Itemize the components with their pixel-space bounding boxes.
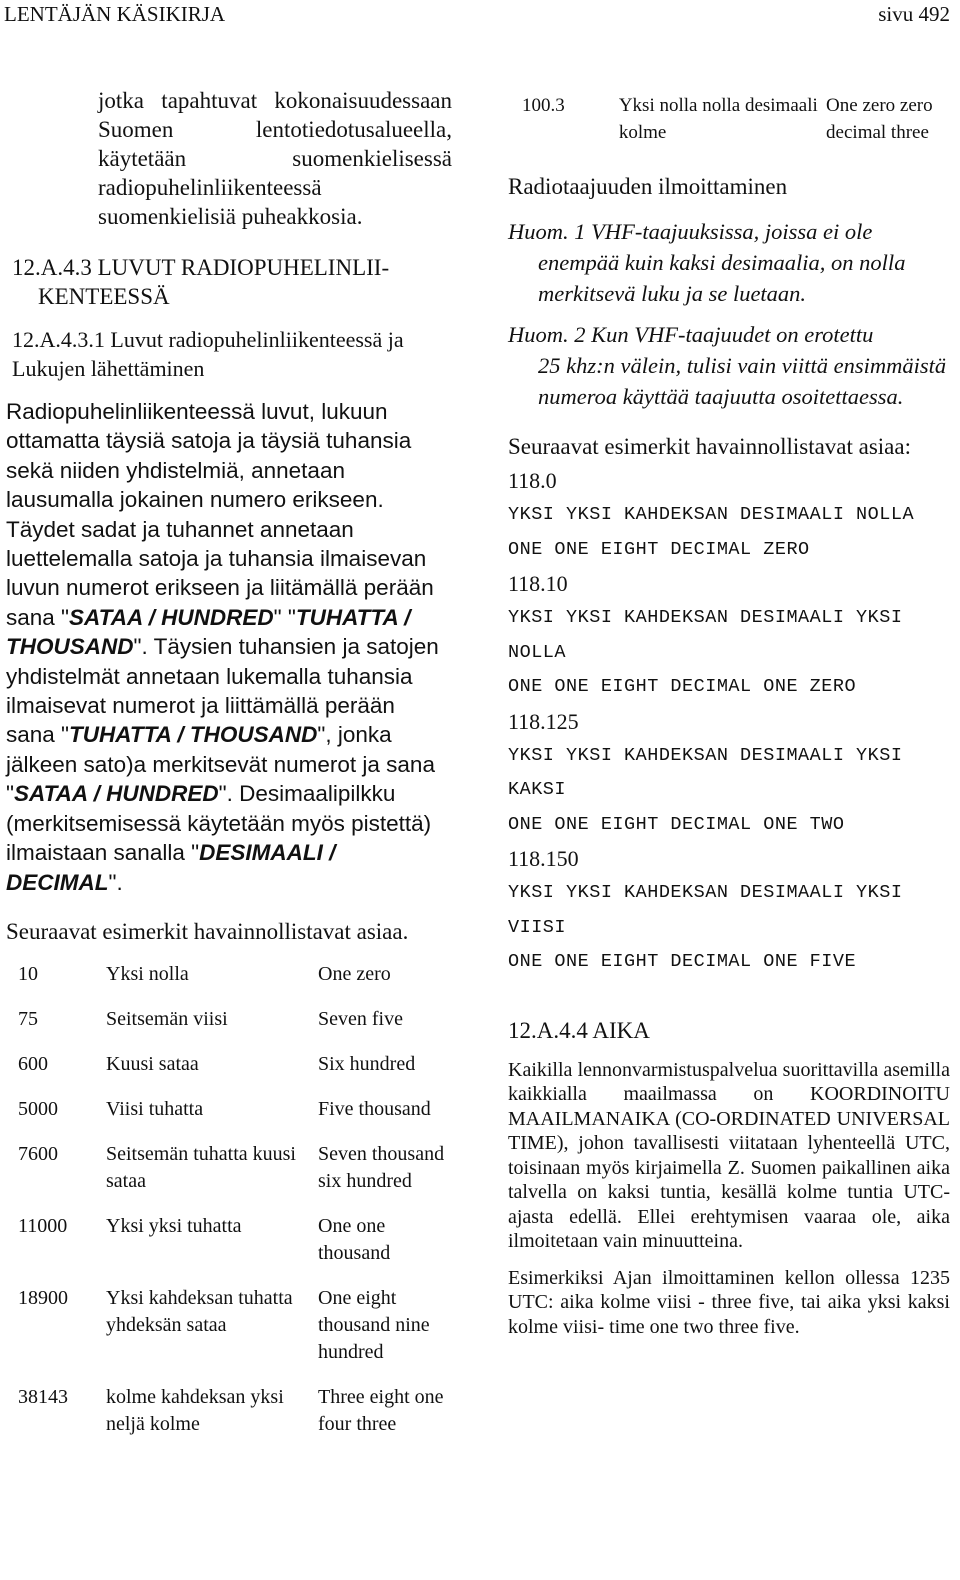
spoken-finnish: YKSI YKSI KAHDEKSAN DESIMAALI YKSI KAKSI [508,744,903,800]
finnish-cell: Seitsemän tuhatta kuusi sataa [106,1142,296,1192]
page-header [4,2,950,28]
frequency-examples-intro: Seuraavat esimerkit havainnollistavat asiaa: [508,434,911,459]
table-row [6,1195,458,1267]
frequency-example [508,842,950,980]
spoken-english: ONE ONE EIGHT DECIMAL ONE ZERO [508,676,857,697]
finnish-cell: Yksi nolla nolla desimaali kolme [618,95,818,143]
frequency-value: 118.150 [508,846,579,871]
subsection-title: 12.A.4.3.1 Luvut radiopuhelinliikenteessä ja Lukujen lähettäminen [12,327,404,381]
examples-intro: Seuraavat esimerkit havainnollistavat asiaa. [6,918,409,944]
english-cell: Three eight one four three [318,1385,444,1435]
finnish-cell: Yksi yksi tuhatta [106,1214,242,1237]
english-cell: Five thousand [318,1097,431,1120]
number-cell: 18900 [18,1286,68,1309]
left-column [6,86,452,1438]
note-2-rest: 25 khz:n välein, tulisi vain viittä ensimmäistä numeroa käyttää taajuutta osoitettaessa. [538,353,947,409]
section-title-line-1: 12.A.4.3 LUVUT RADIOPUHELINLII- [12,255,390,280]
finnish-cell: Yksi kahdeksan tuhatta yhdeksän sataa [106,1286,293,1336]
frequency-example [508,705,950,843]
numbers-paragraph-text-4: ", jonka jälkeen sato)a merkitsevät numerot ja sana " [6,722,435,807]
finnish-cell: Kuusi sataa [106,1052,199,1075]
english-cell: Six hundred [318,1052,416,1075]
section-title [12,253,446,311]
table-row [6,1078,458,1123]
number-cell: 100.3 [522,95,565,116]
spoken-finnish: YKSI YKSI KAHDEKSAN DESIMAALI YKSI NOLLA [508,607,903,663]
number-cell: 75 [18,1007,38,1030]
english-cell: One one thousand [318,1214,391,1264]
note-2 [508,319,950,412]
english-cell: One zero zero decimal three [826,95,933,143]
frequency-example [508,567,950,705]
spoken-finnish: YKSI YKSI KAHDEKSAN DESIMAALI NOLLA [508,504,915,525]
number-cell: 38143 [18,1385,68,1408]
finnish-cell: Seitsemän viisi [106,1007,228,1030]
numbers-table [6,961,458,1438]
note-2-head: Huom. 2 Kun VHF-taajuudet on erotettu [508,322,874,347]
table-row [508,92,950,146]
number-cell: 7600 [18,1142,58,1165]
note-1-head: Huom. 1 VHF-taajuuksissa, joissa ei ole [508,219,873,244]
number-cell: 10 [18,962,38,985]
numbers-paragraph-text-6: ". [108,869,123,895]
note-1-rest: enempää kuin kaksi desimaalia, on nolla merkitsevä luku ja se luetaan. [538,250,906,306]
numbers-paragraph-term-4: SATAA / HUNDRED [14,781,219,807]
table-row [6,1033,458,1078]
table-row [6,988,458,1033]
english-cell: Seven thousand six hundred [318,1142,445,1192]
time-paragraph-2: Esimerkiksi Ajan ilmoittaminen kellon ollessa 1235 UTC: aika kolme viisi - three five, tai aika yksi kaksi kolme viisi- time one two three five. [508,1266,950,1338]
numbers-paragraph-term-5: DESIMAALI / DECIMAL [6,840,336,895]
numbers-paragraph-text-1: Radiopuhelinliikenteessä luvut, lukuun ottamatta täysiä satoja ja täysiä tuhansia sekä niiden yhdistelmiä, annetaan lausumalla jokainen numero erikseen. Täydet sadat ja tuhannet annetaan luettelemalla satoja ja tuhansia ilmaisevan luvun numerot erikseen ja liitämällä perään sana " [6,399,434,630]
table-row [6,1366,458,1438]
english-cell: One zero [318,962,391,985]
time-paragraph-1: Kaikilla lennonvarmistuspalvelua suorittavilla asemilla kaikkialla maailmassa on KOORDINOITU MAAILMANAIKA (CO-ORDINATED UNIVERSAL TIME), johon tavallisesti viitataan lyhenteellä UTC, toisinaan myös kirjaimella Z. Suomen paikallinen aika talvella on kaksi tuntia, kesällä kolme tuntia UTC-ajasta edellä. Ellei erehtymisen vaaraa ole, aika ilmoitetaan vain minuutteina. [508,1058,950,1252]
note-1 [508,216,950,309]
finnish-cell: kolme kahdeksan yksi neljä kolme [106,1385,284,1435]
english-cell: Seven five [318,1007,403,1030]
english-cell: One eight thousand nine hundred [318,1286,430,1363]
radio-frequency-title: Radiotaajuuden ilmoittaminen [508,174,788,199]
number-cell: 5000 [18,1097,58,1120]
number-cell: 11000 [18,1214,68,1237]
right-column [508,92,950,1339]
table-row [6,1267,458,1366]
section-title-line-2: KENTEESSÄ [38,284,170,309]
numbers-paragraph-text-3: ". Täysien tuhansien ja satojen yhdistelmät annetaan lukemalla tuhansia ilmaisevat numerot ja liittämällä perään sana " [6,634,439,748]
numbers-paragraph-text-2: " " [273,604,296,630]
frequency-value: 118.125 [508,708,579,734]
table-row [6,961,458,988]
numbers-paragraph-term-2: TUHATTA / THOUSAND [6,604,411,660]
finnish-cell: Viisi tuhatta [106,1097,204,1120]
numbers-paragraph-term-3: TUHATTA / THOUSAND [69,722,318,748]
frequency-example [508,464,950,567]
spoken-english: ONE ONE EIGHT DECIMAL ZERO [508,538,810,560]
page-number: sivu 492 [878,2,950,26]
spoken-finnish: YKSI YKSI KAHDEKSAN DESIMAALI YKSI VIISI [508,882,903,938]
numbers-paragraph-text-5: ". Desimaalipilkku (merkitsemisessä käytetään myös pistettä) ilmaistaan sanalla " [6,781,432,866]
finnish-cell: Yksi nolla [106,962,189,985]
numbers-paragraph-term-1: SATAA / HUNDRED [69,604,274,630]
frequency-value: 118.0 [508,468,557,493]
spoken-english: ONE ONE EIGHT DECIMAL ONE FIVE [508,951,857,972]
number-cell: 600 [18,1052,48,1075]
time-section-title: 12.A.4.4 AIKA [508,1017,650,1043]
spoken-english: ONE ONE EIGHT DECIMAL ONE TWO [508,813,845,835]
table-row [6,1123,458,1195]
frequency-value: 118.10 [508,571,568,596]
book-title: LENTÄJÄN KÄSIKIRJA [4,2,226,26]
intro-paragraph: jotka tapahtuvat kokonaisuudessaan Suomen lentotiedotusalueella, käytetään suomenkielisessä radiopuhelinliikenteessä suomenkielisiä puheakkosia. [98,88,452,229]
numbers-paragraph [6,397,446,897]
